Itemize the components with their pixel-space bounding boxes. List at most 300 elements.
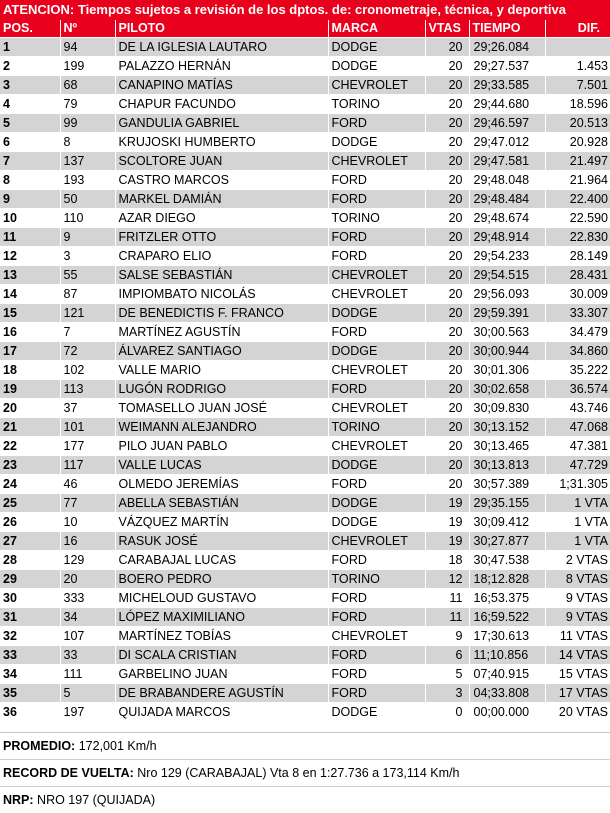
cell-gap <box>545 38 610 57</box>
cell-brand: FORD <box>328 608 425 627</box>
cell-number: 8 <box>60 133 115 152</box>
cell-time: 29;47.012 <box>469 133 545 152</box>
cell-brand: FORD <box>328 551 425 570</box>
table-row <box>0 475 610 494</box>
cell-number: 7 <box>60 323 115 342</box>
table-row <box>0 76 610 95</box>
cell-driver: MICHELOUD GUSTAVO <box>115 589 328 608</box>
cell-time: 30;27.877 <box>469 532 545 551</box>
cell-gap: 33.307 <box>545 304 610 323</box>
cell-driver: ÁLVAREZ SANTIAGO <box>115 342 328 361</box>
cell-brand: FORD <box>328 475 425 494</box>
cell-laps: 12 <box>425 570 469 589</box>
table-row <box>0 646 610 665</box>
cell-brand: FORD <box>328 646 425 665</box>
cell-gap: 34.860 <box>545 342 610 361</box>
cell-gap: 2 VTAS <box>545 551 610 570</box>
cell-gap: 7.501 <box>545 76 610 95</box>
cell-gap: 22.830 <box>545 228 610 247</box>
table-row <box>0 589 610 608</box>
cell-driver: CHAPUR FACUNDO <box>115 95 328 114</box>
cell-time: 18;12.828 <box>469 570 545 589</box>
cell-time: 30;13.813 <box>469 456 545 475</box>
cell-pos: 10 <box>0 209 60 228</box>
cell-driver: CRAPARO ELIO <box>115 247 328 266</box>
cell-number: 5 <box>60 684 115 703</box>
cell-brand: DODGE <box>328 133 425 152</box>
cell-laps: 18 <box>425 551 469 570</box>
cell-gap: 1;31.305 <box>545 475 610 494</box>
cell-laps: 20 <box>425 266 469 285</box>
cell-pos: 22 <box>0 437 60 456</box>
cell-driver: LÓPEZ MAXIMILIANO <box>115 608 328 627</box>
table-row <box>0 494 610 513</box>
cell-gap: 9 VTAS <box>545 589 610 608</box>
cell-laps: 11 <box>425 589 469 608</box>
cell-number: 77 <box>60 494 115 513</box>
cell-gap: 1.453 <box>545 57 610 76</box>
cell-gap: 21.497 <box>545 152 610 171</box>
cell-time: 29;33.585 <box>469 76 545 95</box>
cell-time: 30;02.658 <box>469 380 545 399</box>
cell-time: 29;27.537 <box>469 57 545 76</box>
header-brand: MARCA <box>328 20 425 38</box>
cell-pos: 6 <box>0 133 60 152</box>
cell-time: 16;53.375 <box>469 589 545 608</box>
cell-gap: 18.596 <box>545 95 610 114</box>
cell-brand: FORD <box>328 114 425 133</box>
cell-brand: FORD <box>328 323 425 342</box>
cell-gap: 21.964 <box>545 171 610 190</box>
cell-laps: 11 <box>425 608 469 627</box>
cell-time: 30;00.563 <box>469 323 545 342</box>
cell-laps: 20 <box>425 190 469 209</box>
cell-driver: DE BRABANDERE AGUSTÍN <box>115 684 328 703</box>
cell-driver: VALLE MARIO <box>115 361 328 380</box>
cell-laps: 20 <box>425 95 469 114</box>
cell-driver: AZAR DIEGO <box>115 209 328 228</box>
cell-brand: DODGE <box>328 494 425 513</box>
header-time: TIEMPO <box>469 20 545 38</box>
cell-laps: 20 <box>425 475 469 494</box>
cell-gap: 20 VTAS <box>545 703 610 722</box>
cell-driver: DE BENEDICTIS F. FRANCO <box>115 304 328 323</box>
cell-laps: 9 <box>425 627 469 646</box>
cell-gap: 47.729 <box>545 456 610 475</box>
table-row <box>0 665 610 684</box>
cell-brand: DODGE <box>328 703 425 722</box>
cell-time: 29;44.680 <box>469 95 545 114</box>
cell-brand: DODGE <box>328 342 425 361</box>
cell-laps: 20 <box>425 342 469 361</box>
cell-pos: 2 <box>0 57 60 76</box>
table-row <box>0 627 610 646</box>
cell-brand: DODGE <box>328 456 425 475</box>
table-row <box>0 399 610 418</box>
cell-laps: 20 <box>425 247 469 266</box>
table-row <box>0 209 610 228</box>
cell-brand: TORINO <box>328 418 425 437</box>
table-row <box>0 57 610 76</box>
table-row <box>0 361 610 380</box>
cell-pos: 31 <box>0 608 60 627</box>
cell-pos: 21 <box>0 418 60 437</box>
cell-laps: 0 <box>425 703 469 722</box>
cell-laps: 6 <box>425 646 469 665</box>
cell-laps: 20 <box>425 285 469 304</box>
cell-driver: SCOLTORE JUAN <box>115 152 328 171</box>
average-speed-value: 172,001 Km/h <box>78 739 157 753</box>
cell-gap: 47.068 <box>545 418 610 437</box>
cell-time: 30;57.389 <box>469 475 545 494</box>
table-row <box>0 266 610 285</box>
results-table <box>0 20 610 722</box>
cell-gap: 15 VTAS <box>545 665 610 684</box>
table-row <box>0 608 610 627</box>
cell-pos: 16 <box>0 323 60 342</box>
cell-driver: MARKEL DAMIÁN <box>115 190 328 209</box>
cell-number: 10 <box>60 513 115 532</box>
cell-brand: TORINO <box>328 570 425 589</box>
cell-brand: DODGE <box>328 57 425 76</box>
table-row <box>0 342 610 361</box>
cell-brand: CHEVROLET <box>328 399 425 418</box>
header-driver: PILOTO <box>115 20 328 38</box>
cell-laps: 20 <box>425 456 469 475</box>
cell-brand: DODGE <box>328 513 425 532</box>
cell-driver: CASTRO MARCOS <box>115 171 328 190</box>
cell-pos: 23 <box>0 456 60 475</box>
cell-gap: 20.928 <box>545 133 610 152</box>
cell-pos: 35 <box>0 684 60 703</box>
cell-brand: FORD <box>328 380 425 399</box>
cell-pos: 17 <box>0 342 60 361</box>
cell-brand: TORINO <box>328 95 425 114</box>
cell-driver: FRITZLER OTTO <box>115 228 328 247</box>
cell-gap: 22.590 <box>545 209 610 228</box>
header-pos: POS. <box>0 20 60 38</box>
cell-driver: OLMEDO JEREMÍAS <box>115 475 328 494</box>
cell-time: 17;30.613 <box>469 627 545 646</box>
cell-laps: 20 <box>425 209 469 228</box>
table-row <box>0 513 610 532</box>
cell-time: 29;56.093 <box>469 285 545 304</box>
cell-pos: 20 <box>0 399 60 418</box>
cell-gap: 9 VTAS <box>545 608 610 627</box>
table-row <box>0 418 610 437</box>
cell-number: 333 <box>60 589 115 608</box>
table-row <box>0 285 610 304</box>
cell-pos: 19 <box>0 380 60 399</box>
cell-time: 07;40.915 <box>469 665 545 684</box>
cell-number: 20 <box>60 570 115 589</box>
cell-number: 34 <box>60 608 115 627</box>
cell-time: 29;48.048 <box>469 171 545 190</box>
cell-pos: 5 <box>0 114 60 133</box>
cell-pos: 36 <box>0 703 60 722</box>
cell-time: 29;54.233 <box>469 247 545 266</box>
cell-time: 30;13.465 <box>469 437 545 456</box>
cell-driver: SALSE SEBASTIÁN <box>115 266 328 285</box>
cell-laps: 19 <box>425 532 469 551</box>
cell-brand: FORD <box>328 589 425 608</box>
cell-driver: LUGÓN RODRIGO <box>115 380 328 399</box>
cell-time: 29;48.674 <box>469 209 545 228</box>
cell-number: 107 <box>60 627 115 646</box>
cell-number: 193 <box>60 171 115 190</box>
cell-number: 68 <box>60 76 115 95</box>
cell-number: 199 <box>60 57 115 76</box>
nrp-value: NRO 197 (QUIJADA) <box>37 793 156 807</box>
cell-time: 30;00.944 <box>469 342 545 361</box>
cell-number: 3 <box>60 247 115 266</box>
cell-brand: CHEVROLET <box>328 266 425 285</box>
cell-time: 29;26.084 <box>469 38 545 57</box>
table-row <box>0 380 610 399</box>
cell-driver: CANAPINO MATÍAS <box>115 76 328 95</box>
cell-number: 46 <box>60 475 115 494</box>
cell-number: 99 <box>60 114 115 133</box>
cell-pos: 25 <box>0 494 60 513</box>
table-row <box>0 190 610 209</box>
table-row <box>0 456 610 475</box>
cell-number: 102 <box>60 361 115 380</box>
cell-number: 129 <box>60 551 115 570</box>
nrp-label: NRP: <box>3 793 34 807</box>
cell-pos: 29 <box>0 570 60 589</box>
cell-laps: 20 <box>425 152 469 171</box>
table-header-row <box>0 20 610 38</box>
cell-pos: 13 <box>0 266 60 285</box>
cell-driver: DI SCALA CRISTIAN <box>115 646 328 665</box>
average-speed-label: PROMEDIO: <box>3 739 76 753</box>
cell-laps: 20 <box>425 171 469 190</box>
cell-driver: TOMASELLO JUAN JOSÉ <box>115 399 328 418</box>
cell-time: 30;09.412 <box>469 513 545 532</box>
table-row <box>0 152 610 171</box>
cell-gap: 34.479 <box>545 323 610 342</box>
cell-time: 30;01.306 <box>469 361 545 380</box>
results-body <box>0 38 610 722</box>
cell-time: 29;47.581 <box>469 152 545 171</box>
race-summary <box>0 732 610 813</box>
table-row <box>0 114 610 133</box>
cell-pos: 18 <box>0 361 60 380</box>
cell-gap: 35.222 <box>545 361 610 380</box>
cell-gap: 20.513 <box>545 114 610 133</box>
cell-brand: CHEVROLET <box>328 152 425 171</box>
cell-number: 117 <box>60 456 115 475</box>
table-row <box>0 570 610 589</box>
cell-driver: RASUK JOSÉ <box>115 532 328 551</box>
cell-brand: CHEVROLET <box>328 285 425 304</box>
cell-brand: FORD <box>328 171 425 190</box>
cell-laps: 20 <box>425 114 469 133</box>
cell-laps: 20 <box>425 380 469 399</box>
cell-number: 87 <box>60 285 115 304</box>
table-row <box>0 684 610 703</box>
cell-pos: 14 <box>0 285 60 304</box>
cell-number: 137 <box>60 152 115 171</box>
table-row <box>0 304 610 323</box>
table-row <box>0 171 610 190</box>
cell-number: 111 <box>60 665 115 684</box>
cell-time: 00;00.000 <box>469 703 545 722</box>
cell-gap: 1 VTA <box>545 494 610 513</box>
cell-time: 04;33.808 <box>469 684 545 703</box>
cell-laps: 20 <box>425 133 469 152</box>
cell-number: 94 <box>60 38 115 57</box>
cell-brand: DODGE <box>328 38 425 57</box>
cell-gap: 22.400 <box>545 190 610 209</box>
cell-gap: 47.381 <box>545 437 610 456</box>
cell-driver: WEIMANN ALEJANDRO <box>115 418 328 437</box>
cell-time: 16;59.522 <box>469 608 545 627</box>
cell-gap: 8 VTAS <box>545 570 610 589</box>
cell-time: 29;48.914 <box>469 228 545 247</box>
cell-pos: 1 <box>0 38 60 57</box>
table-row <box>0 703 610 722</box>
cell-number: 110 <box>60 209 115 228</box>
table-row <box>0 95 610 114</box>
cell-laps: 3 <box>425 684 469 703</box>
cell-driver: BOERO PEDRO <box>115 570 328 589</box>
cell-time: 29;59.391 <box>469 304 545 323</box>
cell-brand: TORINO <box>328 209 425 228</box>
cell-pos: 7 <box>0 152 60 171</box>
cell-gap: 28.149 <box>545 247 610 266</box>
lap-record-line <box>0 759 610 786</box>
cell-number: 16 <box>60 532 115 551</box>
cell-gap: 28.431 <box>545 266 610 285</box>
cell-number: 113 <box>60 380 115 399</box>
cell-brand: FORD <box>328 190 425 209</box>
cell-laps: 20 <box>425 228 469 247</box>
cell-laps: 20 <box>425 57 469 76</box>
cell-pos: 15 <box>0 304 60 323</box>
cell-gap: 11 VTAS <box>545 627 610 646</box>
table-row <box>0 247 610 266</box>
cell-brand: CHEVROLET <box>328 627 425 646</box>
cell-brand: CHEVROLET <box>328 361 425 380</box>
cell-brand: CHEVROLET <box>328 437 425 456</box>
table-row <box>0 133 610 152</box>
cell-pos: 24 <box>0 475 60 494</box>
cell-laps: 20 <box>425 38 469 57</box>
cell-gap: 1 VTA <box>545 532 610 551</box>
cell-brand: FORD <box>328 684 425 703</box>
cell-number: 55 <box>60 266 115 285</box>
cell-pos: 34 <box>0 665 60 684</box>
cell-driver: MARTÍNEZ AGUSTÍN <box>115 323 328 342</box>
cell-number: 37 <box>60 399 115 418</box>
cell-number: 101 <box>60 418 115 437</box>
cell-gap: 17 VTAS <box>545 684 610 703</box>
cell-driver: QUIJADA MARCOS <box>115 703 328 722</box>
cell-driver: PALAZZO HERNÁN <box>115 57 328 76</box>
cell-brand: FORD <box>328 247 425 266</box>
cell-pos: 3 <box>0 76 60 95</box>
cell-driver: VÁZQUEZ MARTÍN <box>115 513 328 532</box>
cell-laps: 5 <box>425 665 469 684</box>
cell-gap: 43.746 <box>545 399 610 418</box>
cell-driver: VALLE LUCAS <box>115 456 328 475</box>
cell-pos: 4 <box>0 95 60 114</box>
cell-laps: 20 <box>425 399 469 418</box>
average-speed-line <box>0 733 610 759</box>
cell-laps: 20 <box>425 361 469 380</box>
cell-pos: 27 <box>0 532 60 551</box>
cell-driver: ABELLA SEBASTIÁN <box>115 494 328 513</box>
cell-time: 30;47.538 <box>469 551 545 570</box>
cell-time: 29;35.155 <box>469 494 545 513</box>
header-laps: VTAS <box>425 20 469 38</box>
cell-driver: IMPIOMBATO NICOLÁS <box>115 285 328 304</box>
cell-pos: 28 <box>0 551 60 570</box>
cell-time: 30;09.830 <box>469 399 545 418</box>
cell-brand: CHEVROLET <box>328 76 425 95</box>
cell-driver: DE LA IGLESIA LAUTARO <box>115 38 328 57</box>
lap-record-label: RECORD DE VUELTA: <box>3 766 134 780</box>
cell-pos: 30 <box>0 589 60 608</box>
cell-laps: 20 <box>425 76 469 95</box>
cell-laps: 19 <box>425 494 469 513</box>
cell-laps: 19 <box>425 513 469 532</box>
cell-number: 121 <box>60 304 115 323</box>
cell-pos: 26 <box>0 513 60 532</box>
cell-laps: 20 <box>425 323 469 342</box>
table-row <box>0 228 610 247</box>
cell-gap: 14 VTAS <box>545 646 610 665</box>
cell-brand: CHEVROLET <box>328 532 425 551</box>
cell-driver: PILO JUAN PABLO <box>115 437 328 456</box>
cell-brand: FORD <box>328 665 425 684</box>
cell-time: 29;54.515 <box>469 266 545 285</box>
cell-time: 29;48.484 <box>469 190 545 209</box>
cell-driver: GARBELINO JUAN <box>115 665 328 684</box>
cell-pos: 11 <box>0 228 60 247</box>
cell-time: 11;10.856 <box>469 646 545 665</box>
cell-laps: 20 <box>425 304 469 323</box>
cell-driver: KRUJOSKI HUMBERTO <box>115 133 328 152</box>
header-number: Nº <box>60 20 115 38</box>
cell-driver: GANDULIA GABRIEL <box>115 114 328 133</box>
cell-brand: DODGE <box>328 304 425 323</box>
cell-driver: MARTÍNEZ TOBÍAS <box>115 627 328 646</box>
cell-number: 79 <box>60 95 115 114</box>
table-row <box>0 38 610 57</box>
cell-driver: CARABAJAL LUCAS <box>115 551 328 570</box>
cell-laps: 20 <box>425 437 469 456</box>
lap-record-value: Nro 129 (CARABAJAL) Vta 8 en 1:27.736 a 173,114 Km/h <box>137 766 460 780</box>
cell-brand: FORD <box>328 228 425 247</box>
notice-banner: ATENCION: Tiempos sujetos a revisión de los dptos. de: cronometraje, técnica, y deportiva <box>0 0 610 20</box>
table-row <box>0 437 610 456</box>
cell-pos: 32 <box>0 627 60 646</box>
cell-gap: 30.009 <box>545 285 610 304</box>
cell-gap: 1 VTA <box>545 513 610 532</box>
cell-pos: 9 <box>0 190 60 209</box>
cell-gap: 36.574 <box>545 380 610 399</box>
cell-pos: 12 <box>0 247 60 266</box>
table-row <box>0 532 610 551</box>
cell-number: 50 <box>60 190 115 209</box>
nrp-line <box>0 786 610 813</box>
cell-laps: 20 <box>425 418 469 437</box>
cell-number: 72 <box>60 342 115 361</box>
header-gap: DIF. <box>545 20 610 38</box>
table-row <box>0 323 610 342</box>
